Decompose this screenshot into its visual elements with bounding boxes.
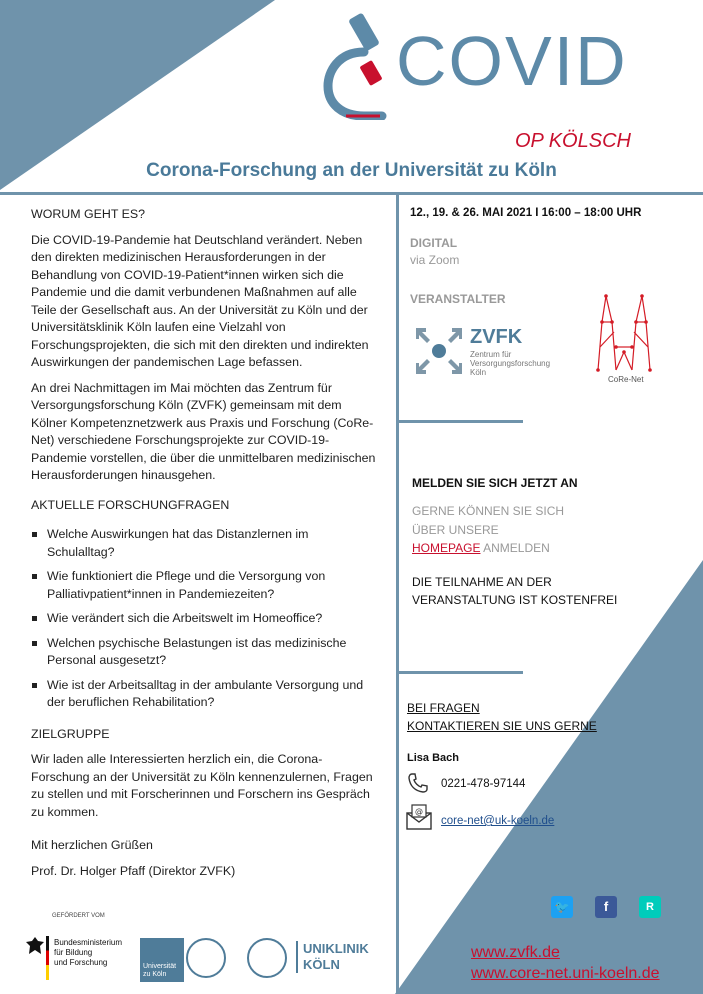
uni-koeln-logo	[140, 938, 184, 982]
question-item: Welchen psychische Belastungen ist das medizinische Personal ausgesetzt?	[47, 635, 376, 670]
logo-subtitle: OP KÖLSCH	[515, 130, 631, 152]
corenet-logo	[584, 292, 664, 388]
signature: Prof. Dr. Holger Pfaff (Direktor ZVFK)	[31, 863, 236, 878]
question-item: Welche Auswirkungen hat das Distanzlernen im Schulalltag?	[47, 526, 376, 561]
funded-by-label: GEFÖRDERT VOM	[52, 913, 105, 919]
register-line-2: ÜBER UNSERE	[412, 523, 499, 537]
flag-stripe-icon	[46, 936, 49, 980]
eagle-icon	[24, 936, 46, 960]
uniklinik-logo-text: UNIKLINIK KÖLN	[296, 941, 369, 973]
section-heading-questions: AKTUELLE FORSCHUNGFRAGEN	[31, 497, 230, 512]
column-divider	[396, 195, 399, 994]
register-line-3-suffix: ANMELDEN	[483, 541, 550, 555]
digital-label: DIGITAL	[410, 236, 458, 250]
twitter-icon[interactable]: 🐦	[551, 896, 573, 918]
email-icon	[405, 803, 433, 831]
about-paragraph-1: Die COVID-19-Pandemie hat Deutschland verändert. Neben den direkten medizinischen Herausforderungen in der Behandlung von COVID-19-Patient*innen wirken sich die Pandemie und die damit verbundenen Maßnahmen auf alle Teile der Gesellschaft aus. An der Universität zu Köln und der Universitätsklinik Köln laufen eine Vielzahl von Forschungsprojekten, die sich mit den direkten und indirekten Auswirkungen der pandemischen Lage befassen.	[31, 232, 369, 369]
zvfk-logo	[414, 326, 564, 376]
bmbf-logo	[24, 936, 134, 980]
question-item: Wie ist der Arbeitsalltag in der ambulante Versorgung und der beruflichen Rehabilitation?	[47, 677, 376, 712]
uni-seal-icon	[186, 938, 226, 978]
left-column	[31, 206, 376, 888]
organizer-label: VERANSTALTER	[410, 292, 506, 306]
svg-text:@: @	[415, 807, 423, 816]
contact-line-1: BEI FRAGEN	[407, 701, 480, 715]
logo-text: COVID	[396, 22, 628, 100]
about-paragraph-2: An drei Nachmittagen im Mai möchten das Zentrum für Versorgungsforschung Köln (ZVFK) gemeinsam mit dem Kölner Kompetenznetzwerk aus Praxis und Forschung (CoRe-Net) verschiedene Forschungsprojekte zur COVID-19-Pandemie vorstellen, die über die unmittelbaren medizinischen Herausforderungen hinausgehen.	[31, 380, 376, 482]
register-line-3	[412, 541, 550, 555]
covid-logo-icon	[320, 12, 400, 120]
question-item: Wie funktioniert die Pflege und die Versorgung von Palliativpatient*innen in Pandemiezeiten?	[47, 568, 376, 603]
phone-number: 0221-478-97144	[441, 778, 526, 790]
email-link[interactable]: core-net@uk-koeln.de	[441, 815, 555, 827]
title-divider	[0, 192, 703, 195]
free-line-1: DIE TEILNAHME AN DER	[412, 575, 552, 589]
right-divider-2	[399, 671, 523, 674]
section-heading-about: WORUM GEHT ES?	[31, 207, 146, 221]
register-heading: MELDEN SIE SICH JETZT AN	[412, 476, 578, 490]
facebook-icon[interactable]: f	[595, 896, 617, 918]
contact-name: Lisa Bach	[407, 752, 459, 764]
zvfk-name: ZVFK	[470, 326, 523, 348]
zvfk-url[interactable]: www.zvfk.de	[471, 944, 560, 961]
zvfk-arrows-icon	[414, 326, 464, 376]
register-line-1: GERNE KÖNNEN SIE SICH	[412, 504, 565, 518]
uniklinik-seal-icon	[247, 938, 287, 978]
question-item: Wie verändert sich die Arbeitswelt im Homeoffice?	[47, 610, 376, 628]
section-heading-audience: ZIELGRUPPE	[31, 726, 110, 741]
question-list	[31, 526, 376, 712]
digital-value: via Zoom	[410, 253, 460, 267]
corenet-cathedral-icon	[584, 292, 664, 372]
homepage-link[interactable]: HOMEPAGE	[412, 541, 481, 555]
greeting: Mit herzlichen Grüßen	[31, 838, 153, 852]
phone-icon	[406, 771, 430, 795]
contact-line-2: KONTAKTIEREN SIE UNS GERNE	[407, 719, 597, 733]
corenet-url[interactable]: www.core-net.uni-koeln.de	[471, 965, 660, 982]
audience-paragraph: Wir laden alle Interessierten herzlich ein, die Corona-Forschung an der Universität zu Köln kennenzulernen, Fragen zu stellen und mit Forscherinnen und Forschern ins Gespräch zu kommen.	[31, 752, 373, 819]
researchgate-icon[interactable]: R	[639, 896, 661, 918]
right-divider-1	[399, 420, 523, 423]
corenet-name: CoRe-Net	[608, 375, 644, 384]
bmbf-name: Bundesministerium für Bildung und Forschung	[54, 938, 123, 967]
event-dates: 12., 19. & 26. MAI 2021 I 16:00 – 18:00 UHR	[410, 207, 642, 219]
page-title: Corona-Forschung an der Universität zu Köln	[146, 160, 557, 181]
zvfk-subline: Zentrum für Versorgungsforschung Köln	[470, 350, 551, 377]
uni-koeln-text: Universität zu Köln	[143, 963, 177, 978]
free-line-2: VERANSTALTUNG IST KOSTENFREI	[412, 593, 618, 607]
